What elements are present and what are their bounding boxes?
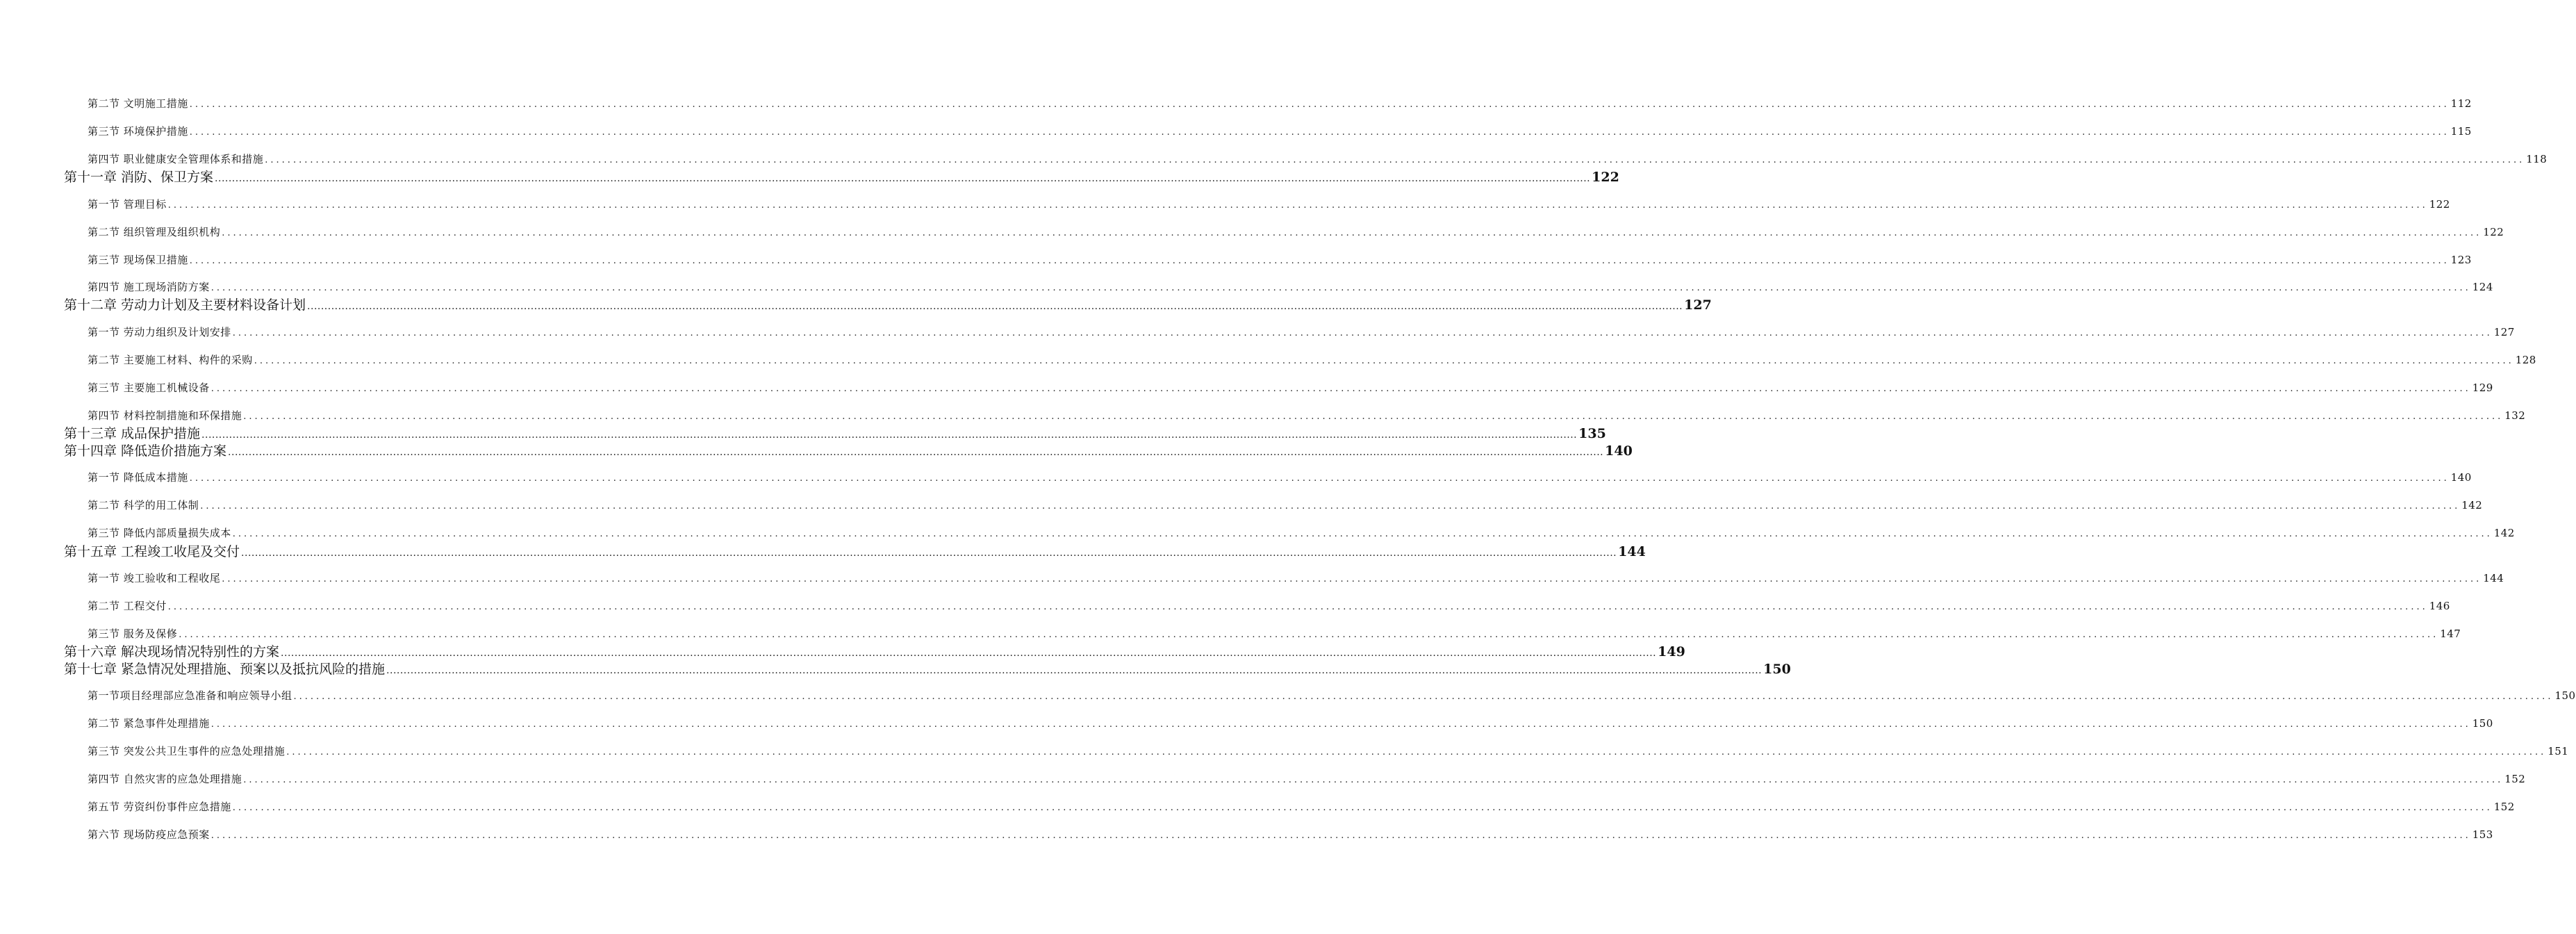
toc-entry-title: 第三节 现场保卫措施 <box>88 254 188 266</box>
toc-chapter-entry[interactable] <box>64 644 1685 662</box>
toc-dot-leader: ................................................................................................................................................................................................................................................................................................................................................................................................................ <box>222 228 2482 238</box>
toc-dot-leader: ................................................................................................................................................................................................................................................................................................................................................................................................................ <box>293 691 2554 702</box>
toc-entry-title: 第二节 文明施工措施 <box>88 97 188 110</box>
toc-dot-leader: ................................................................................................................................................................................................................................................................................................................................................................................................................ <box>210 830 2471 841</box>
toc-section-entry[interactable] <box>88 799 2515 816</box>
toc-section-entry[interactable] <box>88 197 2450 213</box>
toc-section-entry[interactable] <box>88 771 2526 788</box>
toc-entry-title: 第三节 主要施工机械设备 <box>88 382 210 394</box>
toc-entry-title: 第十四章 降低造价措施方案 <box>64 443 227 459</box>
toc-section-entry[interactable] <box>88 252 2472 269</box>
toc-page-number: 129 <box>2472 382 2493 394</box>
toc-dot-leader: ................................................................................................................................................................................................................................................................................................................................................................................................................ <box>200 501 2461 511</box>
toc-page-number: 122 <box>2483 226 2504 238</box>
toc-chapter-entry[interactable] <box>64 169 1619 187</box>
toc-page-number: 112 <box>2450 97 2472 110</box>
toc-section-entry[interactable] <box>88 470 2472 486</box>
toc-entry-title: 第十二章 劳动力计划及主要材料设备计划 <box>64 297 306 313</box>
toc-dot-leader: ................................................................................................................................................................................................................................................................................................................................................................................................................ <box>210 384 2471 394</box>
toc-section-entry[interactable] <box>88 224 2504 241</box>
toc-page-number: 128 <box>2515 354 2536 366</box>
toc-dot-leader: ................................................................................................................................................................................................................................................................................................................................................................................................................ <box>167 602 2428 612</box>
toc-dot-leader: ................................................................................................................................................................................................................................................................................................................................................................................................................ <box>243 775 2504 785</box>
toc-section-entry[interactable] <box>88 571 2504 587</box>
toc-entry-title: 第一节项目经理部应急准备和响应领导小组 <box>88 689 292 702</box>
toc-dot-leader: ................................................................................................................................................................................................................................................................................................................................................................................................................ <box>189 127 2450 138</box>
toc-section-entry[interactable] <box>88 525 2515 542</box>
toc-entry-title: 第十七章 紧急情况处理措施、预案以及抵抗风险的措施 <box>64 662 386 677</box>
toc-dot-leader: ................................................................................................................................................................................................................................................................................................................................................................................................................ <box>189 99 2450 110</box>
toc-page-number: 144 <box>1618 544 1646 559</box>
toc-dot-leader: ................................................................................................................................................................................................................................................................................................................................................................................................................ <box>241 548 1617 559</box>
toc-chapter-entry[interactable] <box>64 297 1712 315</box>
toc-page-number: 150 <box>2554 689 2576 702</box>
toc-entry-title: 第二节 主要施工材料、构件的采购 <box>88 354 253 366</box>
toc-page-number: 152 <box>2504 773 2526 785</box>
toc-section-entry[interactable] <box>88 626 2461 643</box>
toc-entry-title: 第四节 材料控制措施和环保措施 <box>88 409 242 422</box>
toc-section-entry[interactable] <box>88 151 2548 168</box>
toc-entry-title: 第六节 现场防疫应急预案 <box>88 828 210 841</box>
toc-section-entry[interactable] <box>88 688 2576 705</box>
toc-entry-title: 第三节 突发公共卫生事件的应急处理措施 <box>88 745 286 757</box>
toc-page-number: 149 <box>1658 644 1685 659</box>
toc-entry-title: 第一节 劳动力组织及计划安排 <box>88 326 231 338</box>
toc-section-entry[interactable] <box>88 598 2450 615</box>
toc-dot-leader: ................................................................................................................................................................................................................................................................................................................................................................................................................ <box>210 283 2471 293</box>
toc-page-number: 150 <box>2472 717 2493 730</box>
toc-page-number: 142 <box>2493 527 2515 539</box>
toc-page-number: 153 <box>2472 828 2493 841</box>
toc-dot-leader: ................................................................................................................................................................................................................................................................................................................................................................................................................ <box>189 473 2450 484</box>
toc-page-number: 152 <box>2493 801 2515 813</box>
toc-dot-leader: ................................................................................................................................................................................................................................................................................................................................................................................................................ <box>265 155 2525 165</box>
toc-section-entry[interactable] <box>88 498 2483 514</box>
toc-section-entry[interactable] <box>88 352 2536 369</box>
toc-section-entry[interactable] <box>88 124 2472 140</box>
toc-page-number: 147 <box>2440 628 2461 640</box>
toc-dot-leader: ................................................................................................................................................................................................................................................................................................................................................................................................................ <box>167 200 2428 211</box>
toc-entry-title: 第十五章 工程竣工收尾及交付 <box>64 544 240 559</box>
toc-page-number: 151 <box>2548 745 2569 757</box>
toc-entry-title: 第十六章 解决现场情况特别性的方案 <box>64 644 280 659</box>
toc-section-entry[interactable] <box>88 96 2472 113</box>
toc-dot-leader: ................................................................................................................................................................................................................................................................................................................................................................................................................ <box>232 529 2493 539</box>
toc-entry-title: 第五节 劳资纠份事件应急措施 <box>88 801 231 813</box>
toc-chapter-entry[interactable] <box>64 661 1791 679</box>
toc-dot-leader: ................................................................................................................................................................................................................................................................................................................................................................................................................ <box>228 447 1604 458</box>
toc-dot-leader: ................................................................................................................................................................................................................................................................................................................................................................................................................ <box>179 630 2439 640</box>
toc-page-number: 118 <box>2526 153 2548 165</box>
toc-page-number: 146 <box>2429 600 2450 612</box>
toc-page-number: 132 <box>2504 409 2526 422</box>
toc-chapter-entry[interactable] <box>64 425 1606 443</box>
toc-dot-leader: ................................................................................................................................................................................................................................................................................................................................................................................................................ <box>286 747 2547 757</box>
toc-page-number: 142 <box>2461 499 2483 511</box>
toc-entry-title: 第二节 工程交付 <box>88 600 167 612</box>
toc-entry-title: 第三节 环境保护措施 <box>88 125 188 138</box>
toc-section-entry[interactable] <box>88 827 2493 844</box>
toc-section-entry[interactable] <box>88 279 2493 296</box>
toc-entry-title: 第三节 降低内部质量损失成本 <box>88 527 231 539</box>
toc-page-number: 115 <box>2450 125 2472 138</box>
toc-section-entry[interactable] <box>88 380 2493 397</box>
toc-page-number: 150 <box>1763 662 1791 677</box>
toc-dot-leader: ................................................................................................................................................................................................................................................................................................................................................................................................................ <box>189 256 2450 266</box>
toc-section-entry[interactable] <box>88 408 2526 425</box>
toc-entry-title: 第四节 职业健康安全管理体系和措施 <box>88 153 264 165</box>
toc-entry-title: 第一节 管理目标 <box>88 198 167 211</box>
toc-dot-leader: ................................................................................................................................................................................................................................................................................................................................................................................................................ <box>201 429 1578 441</box>
toc-entry-title: 第三节 服务及保修 <box>88 628 178 640</box>
toc-section-entry[interactable] <box>88 744 2569 760</box>
toc-dot-leader: ................................................................................................................................................................................................................................................................................................................................................................................................................ <box>210 719 2471 730</box>
toc-dot-leader: ................................................................................................................................................................................................................................................................................................................................................................................................................ <box>215 173 1591 184</box>
toc-page-number: 144 <box>2483 572 2504 584</box>
toc-entry-title: 第二节 组织管理及组织机构 <box>88 226 221 238</box>
toc-dot-leader: ................................................................................................................................................................................................................................................................................................................................................................................................................ <box>232 803 2493 813</box>
toc-section-entry[interactable] <box>88 325 2515 341</box>
toc-page-number: 127 <box>2493 326 2515 338</box>
toc-page-number: 127 <box>1684 297 1712 313</box>
toc-dot-leader: ................................................................................................................................................................................................................................................................................................................................................................................................................ <box>222 574 2482 584</box>
toc-page-number: 123 <box>2450 254 2472 266</box>
toc-dot-leader: ................................................................................................................................................................................................................................................................................................................................................................................................................ <box>254 356 2514 366</box>
toc-page-number: 135 <box>1578 426 1606 441</box>
toc-page-number: 140 <box>2450 471 2472 484</box>
toc-dot-leader: ................................................................................................................................................................................................................................................................................................................................................................................................................ <box>281 648 1657 659</box>
toc-entry-title: 第二节 紧急事件处理措施 <box>88 717 210 730</box>
toc-entry-title: 第一节 降低成本措施 <box>88 471 188 484</box>
toc-chapter-entry[interactable] <box>64 443 1633 461</box>
toc-page-number: 124 <box>2472 281 2493 293</box>
toc-page-number: 122 <box>2429 198 2450 211</box>
toc-entry-title: 第一节 竣工验收和工程收尾 <box>88 572 221 584</box>
toc-chapter-entry[interactable] <box>64 543 1646 562</box>
toc-dot-leader: ................................................................................................................................................................................................................................................................................................................................................................................................................ <box>386 665 1762 676</box>
toc-page-number: 122 <box>1592 170 1619 185</box>
toc-page-number: 140 <box>1605 443 1633 459</box>
toc-section-entry[interactable] <box>88 716 2493 732</box>
toc-entry-title: 第二节 科学的用工体制 <box>88 499 199 511</box>
toc-entry-title: 第十一章 消防、保卫方案 <box>64 170 214 185</box>
toc-entry-title: 第四节 自然灾害的应急处理措施 <box>88 773 242 785</box>
toc-dot-leader: ................................................................................................................................................................................................................................................................................................................................................................................................................ <box>243 411 2504 422</box>
toc-entry-title: 第十三章 成品保护措施 <box>64 426 201 441</box>
toc-entry-title: 第四节 施工现场消防方案 <box>88 281 210 293</box>
toc-dot-leader: ................................................................................................................................................................................................................................................................................................................................................................................................................ <box>232 328 2493 338</box>
toc-dot-leader: ................................................................................................................................................................................................................................................................................................................................................................................................................ <box>307 301 1683 312</box>
